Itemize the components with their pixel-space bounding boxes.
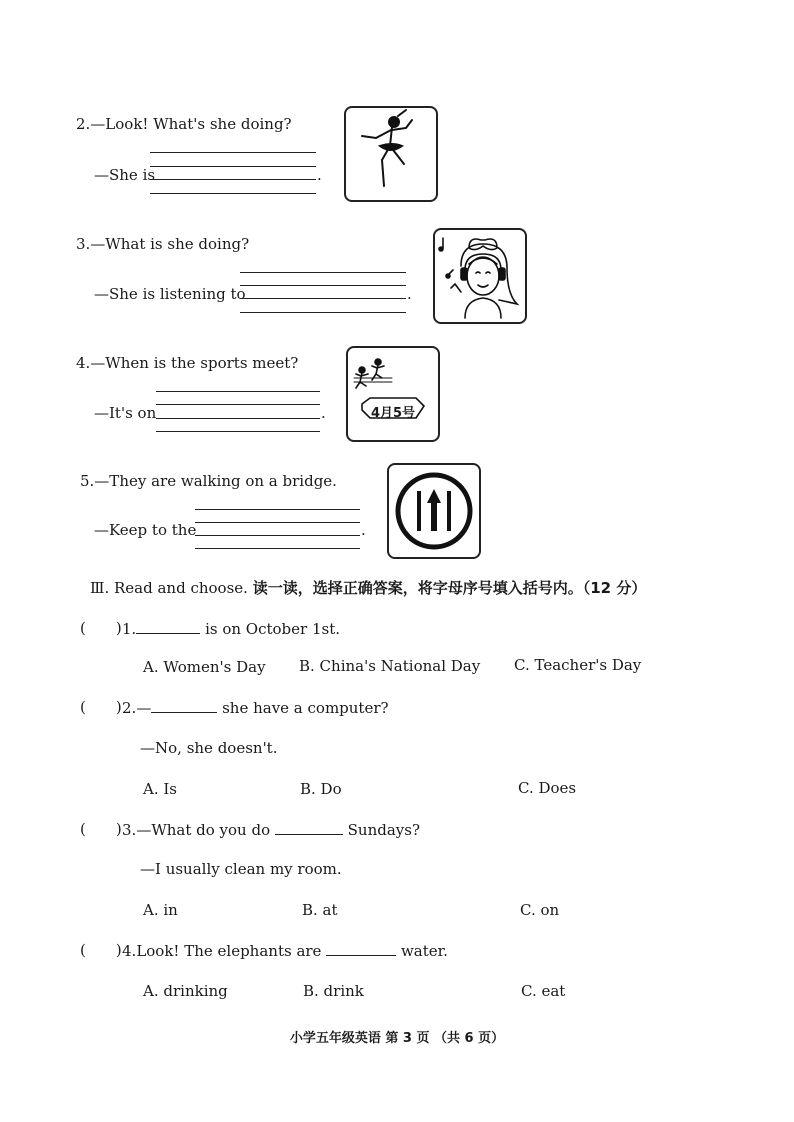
question-2-period: .	[317, 166, 322, 184]
answer-line[interactable]	[156, 391, 320, 392]
section-points: （12 分）	[582, 579, 647, 597]
question-4-answer-prefix: —It's on	[94, 404, 157, 422]
answer-line[interactable]	[156, 418, 320, 419]
answer-line[interactable]	[195, 522, 360, 523]
mc-answer-paren[interactable]: ( )	[80, 619, 122, 637]
mc-4-option-a[interactable]: A. drinking	[143, 982, 228, 1000]
mc-blank[interactable]	[326, 941, 396, 956]
keep-right-sign-icon	[389, 465, 479, 557]
mc-1-option-a[interactable]: A. Women's Day	[143, 658, 266, 676]
mc-2-answer: —No, she doesn't.	[140, 739, 278, 757]
question-5-prompt: 5.—They are walking on a bridge.	[80, 472, 337, 490]
mc-2-option-a[interactable]: A. Is	[143, 780, 177, 798]
answer-line[interactable]	[150, 193, 316, 194]
question-3-period: .	[407, 285, 412, 303]
answer-line[interactable]	[156, 431, 320, 432]
mc-blank[interactable]	[151, 698, 217, 713]
mc-1-option-b[interactable]: B. China's National Day	[299, 657, 481, 675]
mc-2-option-c[interactable]: C. Does	[518, 779, 577, 797]
mc-answer-paren[interactable]: ( )	[80, 820, 122, 838]
answer-line[interactable]	[156, 404, 320, 405]
question-3-prompt: 3.—What is she doing?	[76, 235, 250, 253]
mc-3-option-a[interactable]: A. in	[143, 901, 178, 919]
page-footer: 小学五年级英语 第 3 页 （共 6 页）	[289, 1031, 505, 1046]
question-4-prompt: 4.—When is the sports meet?	[76, 354, 299, 372]
answer-line[interactable]	[240, 312, 406, 313]
answer-line[interactable]	[150, 166, 316, 167]
ballet-dancer-icon	[346, 108, 436, 200]
girl-with-headphones-icon	[435, 230, 525, 322]
mc-question-1: 1. is on October 1st.	[122, 620, 341, 638]
mc-blank[interactable]	[275, 820, 343, 835]
ballet-dancer-picture	[344, 106, 438, 202]
section-numeral: Ⅲ	[90, 579, 105, 597]
answer-line[interactable]	[240, 285, 406, 286]
sports-meet-picture	[346, 346, 440, 442]
section-3-heading	[90, 579, 646, 597]
answer-line[interactable]	[195, 509, 360, 510]
mc-2-option-b[interactable]: B. Do	[300, 780, 342, 798]
mc-answer-paren[interactable]: ( )	[80, 698, 122, 716]
answer-line[interactable]	[240, 272, 406, 273]
question-2-prompt: 2.—Look! What's she doing?	[76, 115, 292, 133]
mc-question-4: 4.Look! The elephants are water.	[122, 942, 448, 960]
traffic-sign-picture	[387, 463, 481, 559]
question-5-answer-prefix: —Keep to the	[94, 521, 197, 539]
mc-question-2: 2.— she have a computer?	[122, 699, 389, 717]
mc-4-option-c[interactable]: C. eat	[521, 982, 566, 1000]
sports-meet-date: 4月5号	[370, 406, 416, 421]
mc-3-option-c[interactable]: C. on	[520, 901, 560, 919]
answer-line[interactable]	[150, 152, 316, 153]
answer-line[interactable]	[150, 179, 316, 180]
section-instruction-cn: 读一读，选择正确答案，将字母序号填入括号内。	[252, 579, 583, 597]
question-4-period: .	[321, 404, 326, 422]
running-race-icon	[348, 348, 438, 440]
mc-3-option-b[interactable]: B. at	[302, 901, 338, 919]
mc-3-answer: —I usually clean my room.	[140, 860, 342, 878]
mc-1-option-c[interactable]: C. Teacher's Day	[514, 656, 642, 674]
answer-line[interactable]	[195, 548, 360, 549]
mc-blank[interactable]	[136, 619, 200, 634]
section-instruction: . Read and choose.	[104, 579, 253, 597]
mc-question-3: 3.—What do you do Sundays?	[122, 821, 420, 839]
answer-line[interactable]	[240, 298, 406, 299]
question-3-answer-prefix: —She is listening to	[94, 285, 246, 303]
mc-answer-paren[interactable]: ( )	[80, 941, 122, 959]
question-2-answer-prefix: —She is	[94, 166, 156, 184]
question-5-period: .	[361, 521, 366, 539]
answer-line[interactable]	[195, 535, 360, 536]
mc-4-option-b[interactable]: B. drink	[303, 982, 364, 1000]
girl-listening-picture	[433, 228, 527, 324]
